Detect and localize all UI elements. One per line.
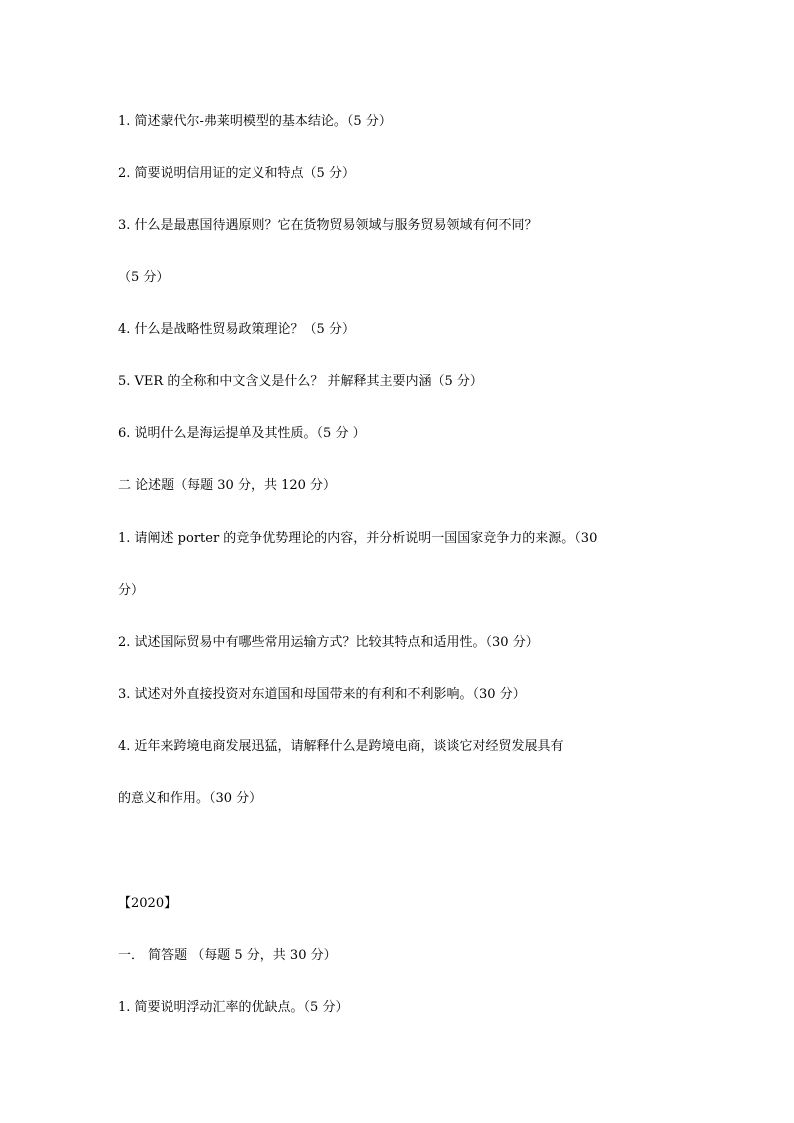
question-line: 4. 什么是战略性贸易政策理论？（5 分） [118,322,355,337]
question-line: 1. 请阐述 porter 的竞争优势理论的内容，并分析说明一国国家竞争力的来源。（30 [118,531,598,546]
question-line: 1. 简要说明浮动汇率的优缺点。（5 分） [118,1000,349,1015]
question-line: 分） [118,583,145,598]
question-line: 3. 试述对外直接投资对东道国和母国带来的有利和不利影响。（30 分） [118,687,526,702]
year-heading: 【2020】 [118,896,178,911]
question-line: 4. 近年来跨境电商发展迅猛，请解释什么是跨境电商，谈谈它对经贸发展具有 [118,739,564,754]
section-heading: 一． 简答题 （每题 5 分，共 30 分） [118,948,337,963]
question-line: （5 分） [118,270,170,285]
question-line: 2. 试述国际贸易中有哪些常用运输方式？比较其特点和适用性。（30 分） [118,635,539,650]
section-heading: 二 论述题（每题 30 分，共 120 分） [118,478,337,493]
question-line: 1. 简述蒙代尔-弗莱明模型的基本结论。（5 分） [118,114,392,129]
question-line: 的意义和作用。（30 分） [118,791,263,806]
question-line: 5. VER 的全称和中文含义是什么？ 并解释其主要内涵（5 分） [118,374,483,389]
question-line: 2. 简要说明信用证的定义和特点（5 分） [118,166,355,181]
question-line: 6. 说明什么是海运提单及其性质。（5 分 ） [118,426,366,441]
question-line: 3. 什么是最惠国待遇原则？它在货物贸易领域与服务贸易领域有何不同？ [118,218,538,233]
